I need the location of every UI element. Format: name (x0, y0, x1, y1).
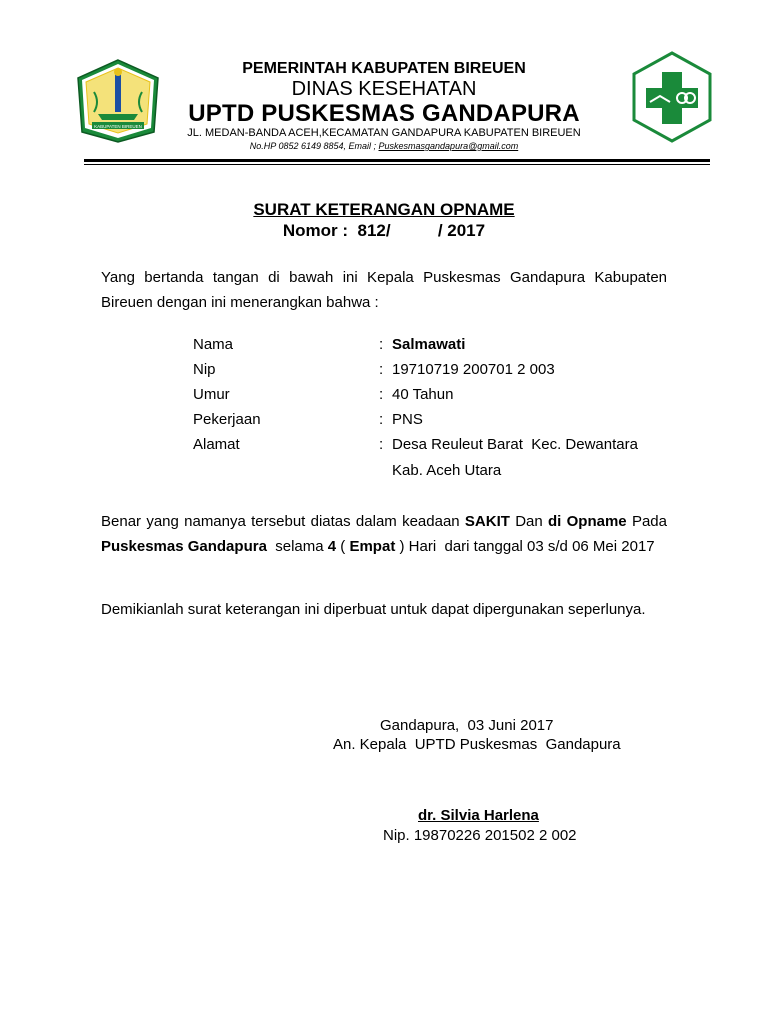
field-row-alamat-continued (193, 458, 673, 483)
field-value: Salmawati (392, 336, 466, 353)
header-department: DINAS KESEHATAN (291, 78, 477, 100)
field-row-alamat (193, 432, 673, 457)
field-row-umur (193, 382, 673, 407)
field-label: Nama (193, 336, 234, 353)
field-value: Desa Reuleut Barat Kec. Dewantara (392, 436, 638, 453)
header-rule-thin (84, 164, 710, 165)
field-colon: : (379, 411, 384, 428)
signature-name: dr. Silvia Harlena (418, 807, 539, 824)
intro-paragraph: Yang bertanda tangan di bawah ini Kepala Puskesmas Gandapura Kabupaten Bireuen dengan ini menerangkan bahwa : (101, 269, 667, 311)
statement-text: ) Hari dari tanggal 03 s/d 06 Mei 2017 (395, 538, 655, 555)
field-row-nip (193, 357, 673, 382)
header-contact-phone: No.HP 0852 6149 8854, Email ; (249, 141, 379, 151)
statement-text: selama (266, 538, 328, 555)
field-value: PNS (392, 411, 423, 428)
signature-place-date: Gandapura, 03 Juni 2017 (380, 717, 554, 734)
signature-nip: Nip. 19870226 201502 2 002 (383, 827, 577, 844)
emblem-banner: KABUPATEN BIREUEN (94, 124, 142, 129)
header-government: PEMERINTAH KABUPATEN BIREUEN (242, 60, 526, 77)
field-value: 19710719 200701 2 003 (392, 361, 555, 378)
statement-days-words: Empat (349, 538, 396, 555)
field-colon: : (379, 361, 384, 378)
field-row-pekerjaan (193, 407, 673, 432)
closing-paragraph: Demikianlah surat keterangan ini diperbuat untuk dapat dipergunakan seperlunya. (101, 601, 646, 618)
field-label: Alamat (193, 436, 240, 453)
statement-facility: Puskesmas Gandapura (101, 538, 267, 555)
field-colon: : (379, 336, 384, 353)
statement-text: Dan (509, 513, 549, 530)
field-colon: : (379, 386, 384, 403)
header-institution: UPTD PUSKESMAS GANDAPURA (188, 100, 580, 127)
statement-paragraph (101, 509, 672, 559)
field-colon: : (379, 436, 384, 453)
header-contact (160, 141, 608, 151)
statement-opname: di Opname (548, 513, 627, 530)
statement-text: ( (336, 538, 350, 555)
bireuen-regency-emblem-icon (76, 58, 160, 144)
puskesmas-cross-logo-icon (630, 50, 714, 144)
letter-number: Nomor : 812/ / 2017 (282, 221, 486, 240)
field-label: Umur (193, 386, 230, 403)
statement-text: Pada (626, 513, 672, 530)
statement-text: Benar yang namanya tersebut diatas dalam keadaan (101, 513, 465, 530)
field-value-continued: Kab. Aceh Utara (392, 462, 502, 479)
header-rule-thick (84, 159, 710, 162)
letter-title: SURAT KETERANGAN OPNAME (253, 200, 515, 219)
field-value: 40 Tahun (392, 386, 454, 403)
statement-condition: SAKIT (464, 513, 510, 530)
field-label: Pekerjaan (193, 411, 261, 428)
statement-days-number: 4 (327, 538, 337, 555)
header-contact-email[interactable]: Puskesmasgandapura@gmail.com (378, 141, 519, 151)
field-label: Nip (193, 361, 216, 378)
signature-role: An. Kepala UPTD Puskesmas Gandapura (333, 736, 621, 753)
header-address: JL. MEDAN-BANDA ACEH,KECAMATAN GANDAPURA KABUPATEN BIREUEN (187, 127, 581, 139)
field-row-nama (193, 332, 673, 357)
